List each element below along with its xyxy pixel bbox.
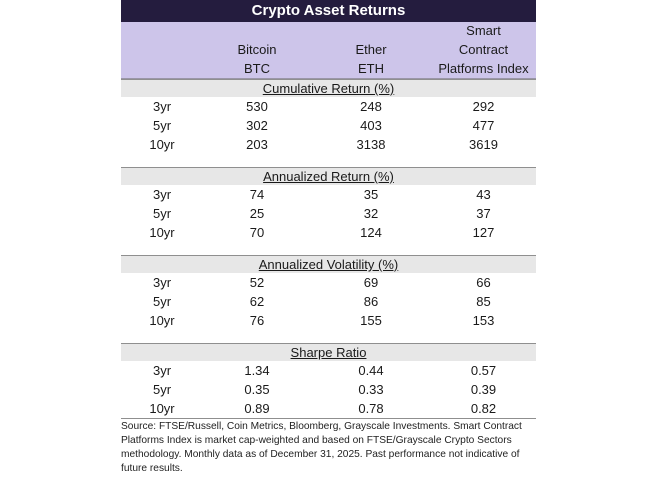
- period-cell: 3yr: [152, 275, 172, 290]
- column-header-btc-line2: BTC: [244, 61, 270, 76]
- table-row: [121, 204, 536, 223]
- btc-value-cell: 302: [246, 118, 268, 133]
- btc-value-cell: 0.89: [244, 401, 270, 416]
- table-row: [121, 223, 536, 242]
- index-value-cell: 127: [472, 225, 495, 240]
- btc-value-cell: 25: [249, 206, 265, 221]
- section-gap: [121, 242, 536, 255]
- table-title: Crypto Asset Returns: [121, 0, 536, 22]
- btc-value-cell: 0.35: [244, 382, 270, 397]
- eth-value-cell: 248: [360, 99, 382, 114]
- section-header-label: Annualized Return (%): [263, 169, 394, 184]
- source-footnote: Source: FTSE/Russell, Coin Metrics, Bloomberg, Grayscale Investments. Smart Contract Platforms Index is market cap-weighted and based on FTSE/Grayscale Crypto Sectors methodology. Monthly data as of December 31, 2025. Past performance not indicative of future results.: [121, 418, 536, 476]
- table-row: [121, 97, 536, 116]
- table-row: [121, 116, 536, 135]
- column-header-index-line1: Smart: [466, 23, 501, 38]
- column-header-eth-line1: Ether: [355, 42, 387, 57]
- eth-value-cell: 86: [363, 294, 379, 309]
- eth-value-cell: 155: [360, 313, 382, 328]
- column-header-btc-line1: Bitcoin: [237, 42, 277, 57]
- column-header-btc: [203, 22, 311, 78]
- section-gap: [121, 330, 536, 343]
- index-value-cell: 85: [476, 294, 491, 309]
- table-row: [121, 399, 536, 418]
- section-header: [121, 79, 536, 97]
- eth-value-cell: 69: [363, 275, 379, 290]
- column-header-eth: [311, 22, 431, 78]
- btc-value-cell: 530: [246, 99, 268, 114]
- btc-value-cell: 1.34: [244, 363, 270, 378]
- eth-value-cell: 35: [363, 187, 379, 202]
- index-value-cell: 0.57: [470, 363, 497, 378]
- index-value-cell: 43: [476, 187, 491, 202]
- column-header-row: [121, 22, 536, 79]
- btc-value-cell: 62: [249, 294, 265, 309]
- btc-value-cell: 203: [246, 137, 268, 152]
- period-cell: 5yr: [152, 206, 172, 221]
- period-cell: 3yr: [152, 99, 172, 114]
- section-gap: [121, 154, 536, 167]
- table-row: [121, 273, 536, 292]
- column-header-index: [431, 22, 536, 78]
- btc-value-cell: 76: [249, 313, 265, 328]
- index-value-cell: 0.82: [470, 401, 497, 416]
- btc-value-cell: 74: [249, 187, 265, 202]
- eth-value-cell: 32: [363, 206, 379, 221]
- section-header-label: Cumulative Return (%): [262, 81, 395, 96]
- section-header-label: Sharpe Ratio: [290, 345, 367, 360]
- column-header-eth-line2: ETH: [357, 61, 384, 76]
- period-cell: 10yr: [149, 137, 175, 152]
- section-header: [121, 167, 536, 185]
- table-row: [121, 361, 536, 380]
- eth-value-cell: 3138: [356, 137, 386, 152]
- returns-table: [121, 0, 536, 476]
- index-value-cell: 0.39: [470, 382, 497, 397]
- index-value-cell: 477: [472, 118, 495, 133]
- table-row: [121, 185, 536, 204]
- eth-value-cell: 124: [360, 225, 382, 240]
- table-row: [121, 292, 536, 311]
- btc-value-cell: 52: [249, 275, 265, 290]
- period-cell: 3yr: [152, 363, 172, 378]
- index-value-cell: 3619: [469, 137, 498, 152]
- period-cell: 10yr: [149, 313, 175, 328]
- period-cell: 10yr: [149, 225, 175, 240]
- period-cell: 5yr: [152, 382, 172, 397]
- table-row: [121, 135, 536, 154]
- table-row: [121, 380, 536, 399]
- table-row: [121, 311, 536, 330]
- section-header: [121, 343, 536, 361]
- eth-value-cell: 0.33: [358, 382, 384, 397]
- index-value-cell: 153: [472, 313, 495, 328]
- period-cell: 3yr: [152, 187, 172, 202]
- table-body: [121, 79, 536, 418]
- period-cell: 5yr: [152, 118, 172, 133]
- period-cell: 5yr: [152, 294, 172, 309]
- index-value-cell: 66: [476, 275, 491, 290]
- index-value-cell: 292: [472, 99, 495, 114]
- period-cell: 10yr: [149, 401, 175, 416]
- eth-value-cell: 0.44: [358, 363, 384, 378]
- eth-value-cell: 403: [360, 118, 382, 133]
- section-header-label: Annualized Volatility (%): [258, 257, 399, 272]
- section-header: [121, 255, 536, 273]
- eth-value-cell: 0.78: [358, 401, 384, 416]
- index-value-cell: 37: [476, 206, 491, 221]
- column-header-index-line3: Platforms Index: [438, 61, 529, 76]
- btc-value-cell: 70: [249, 225, 265, 240]
- column-header-index-line2: Contract: [458, 42, 509, 57]
